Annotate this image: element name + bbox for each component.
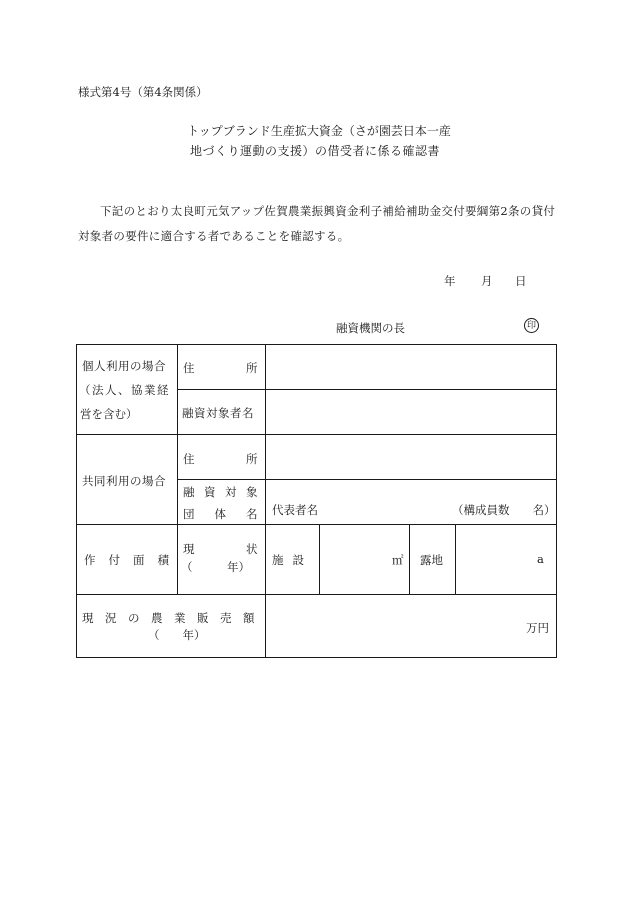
individual-address-label-start: 住 [183,361,195,375]
facility-unit: ㎡ [392,553,404,567]
seal-mark: 印 [524,318,539,333]
shared-group-label-line2: 団体名 [183,507,278,521]
table-rule [76,434,557,435]
individual-use-label: 個人利用の場合 [82,359,166,373]
table-border-right [556,344,557,658]
table-border-bottom [76,657,557,658]
current-status-year: （ 年） [181,560,250,574]
current-status-label-end: 状 [246,542,258,556]
open-field-unit: a [537,552,544,566]
individual-use-note: （法人、協業経 [79,383,170,397]
confirmation-table [76,344,557,658]
document-title-line2: 地づくり運動の支援）の借受者に係る確認書 [189,144,440,158]
shared-use-label: 共同利用の場合 [82,474,166,488]
table-rule [177,479,557,480]
representative-label: 代表者名 [272,503,318,517]
facility-label: 施設 [272,553,313,567]
table-rule [177,389,557,390]
individual-use-note-cont: 営を含む） [80,407,138,421]
planted-area-label: 作付面積 [84,553,182,567]
sales-unit: 万円 [526,621,549,635]
form-number: 様式第4号（第4条関係） [78,85,208,99]
document-title-line1: トップブランド生産拡大資金（さが園芸日本一産 [187,124,451,138]
table-rule [319,524,320,594]
member-count-label: （構成員数 名） [452,503,556,517]
current-status-label-start: 現 [183,542,195,556]
date-year-label: 年 [444,274,456,288]
table-rule [455,524,456,594]
shared-address-label-end: 所 [246,452,258,466]
sales-amount-label: 現況の農業販売額 [82,611,266,625]
confirmation-statement: 下記のとおり太良町元気アップ佐賀農業振興資金利子補給補助金交付要綱第2条の貸付対象者の要件に適合する者であることを確認する。 [78,204,556,243]
individual-address-label-end: 所 [246,361,258,375]
table-rule [76,594,557,595]
individual-borrower-label: 融資対象者名 [182,406,254,420]
date-month-label: 月 [481,274,493,288]
table-rule [76,524,557,525]
table-border-left [76,344,77,658]
sales-year: （ 年） [148,628,206,642]
lender-head-label: 融資機関の長 [336,321,405,335]
shared-group-label-line1: 融資対象 [183,485,267,499]
table-border-top [76,344,557,345]
date-day-label: 日 [515,274,527,288]
table-rule [409,524,410,594]
open-field-label: 露地 [420,553,443,567]
shared-address-label-start: 住 [183,452,195,466]
